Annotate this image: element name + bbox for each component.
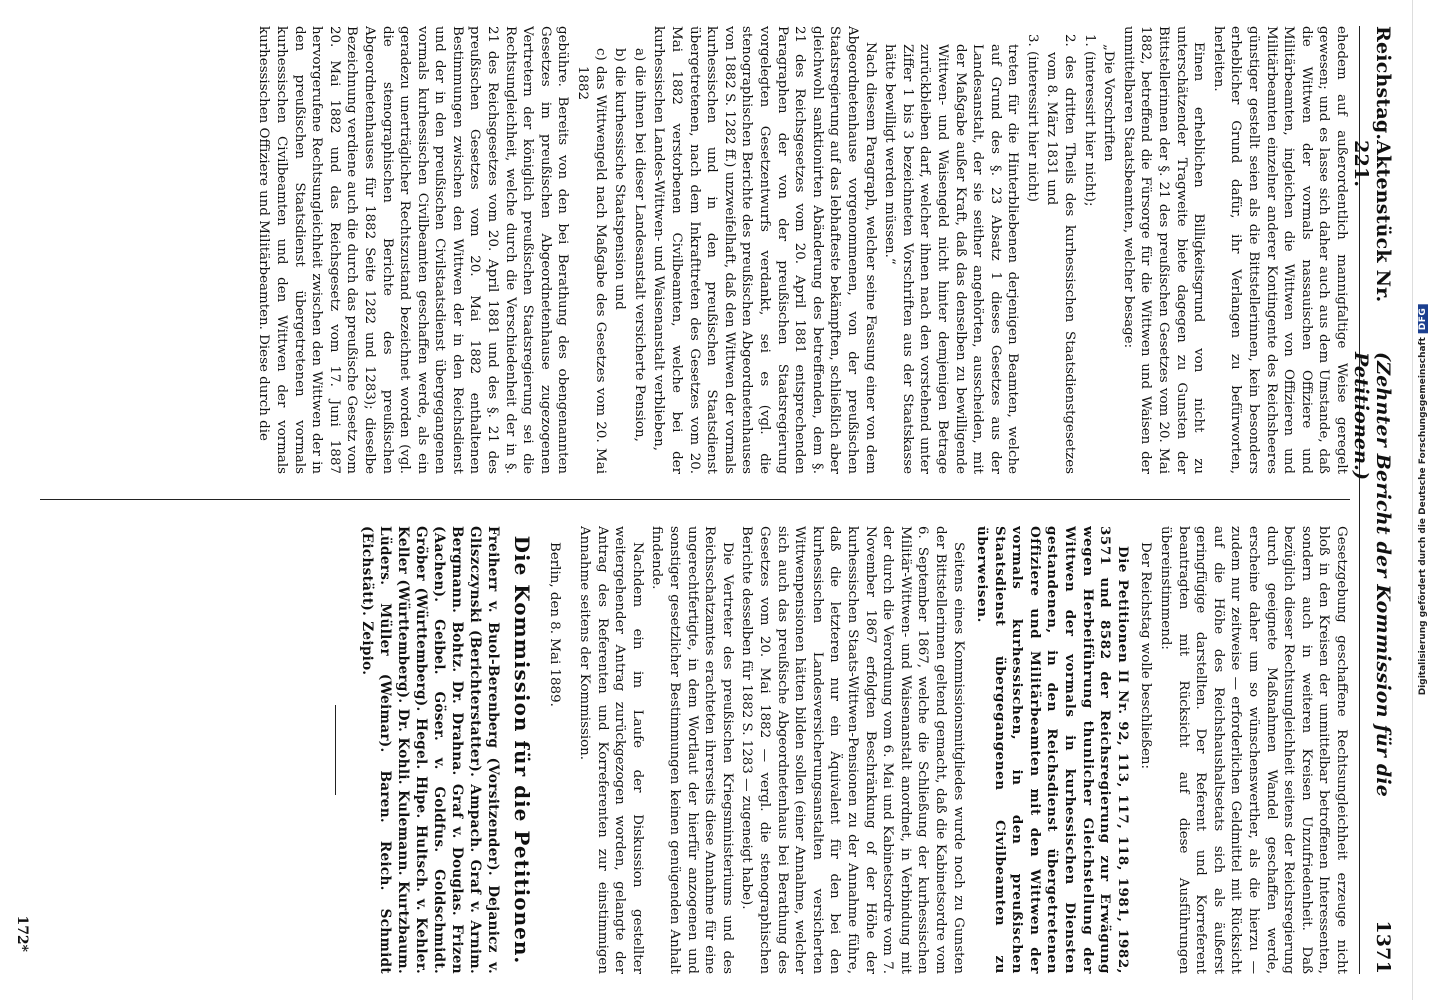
column-divider xyxy=(40,499,1350,500)
header-aktenstueck: Aktenstück Nr. 221. xyxy=(1350,140,1394,303)
sub-item-a: a) die ihnen bei dieser Landesanstalt versicherte Pension, xyxy=(631,48,647,442)
left-column xyxy=(40,26,1350,474)
header-reichstag: Reichstag. xyxy=(1372,26,1394,141)
sub-item-b: b) die kurhessische Staatspension und xyxy=(612,48,628,310)
page-number: 1371 xyxy=(1372,920,1394,974)
dfg-logo: DFG xyxy=(1418,305,1428,334)
end-rule xyxy=(335,705,336,795)
quote-intro: „Die Vorschriften xyxy=(1101,44,1117,162)
digitization-strip xyxy=(1412,0,1432,1000)
right-paragraph-1: Gesetzgebung geschaffene Rechtsungleichheit erzeuge nicht bloß in den Kreisen der unmittelbar betroffenen Interessenten, sondern auch in weiteren Kreisen Unzufriedenheit. Daß bezüglich dieser Rechtsungleichheit seitens der Reichsregierung durch geeignete Maßnahmen Wandel geschaffen werde, erscheine daher um so wünschenswerther, als die hierzu — zudem nur zeitweise — erforderlichen Geldmittel mit Rücksicht auf die Höhe des Reichshaushaltsetats sich als äußerst geringfügige darstellten. Der Referent und Korreferent beantragten mit Rücksicht auf diese Ausführungen übereinstimmend: xyxy=(1158,526,1349,974)
commission-members xyxy=(358,526,502,974)
left-paragraph-4: gebühre. Bereits von den bei Berathung des obengenannten Gesetzes im preußischen Abgeordnetenhause zugezogenen Vertretern der königlich preußischen Staatsregierung sei die Rechtsungleichheit, welche durch die Verschiedenheit der in §. 21 des Reichsgesetzes vom 20. April 1881 und des §. 21 des preußischen Gesetzes vom 20. Mai 1882 enthaltenen Bestimmungen zwischen den Wittwen der in den Reichsdienst und der in den preußischen Civilstaatsdienst übergegangenen vormals kurhessischen Civilbeamten geschaffen werde, als ein geradezu unerträglicher Rechtszustand bezeichnet worden (vgl. die stenographischen Berichte des preußischen Abgeordnetenhauses für 1882 Seite 1282 und 1283); dieselbe Bezeichnung verdiene auch die durch das preußische Gesetz vom 20. Mai 1882 und das Reichsgesetz vom 17. Juni 1887 hervorgerufene Rechtsungleichheit zwischen den Wittwen der in den preußischen Staatsdienst übergetretenen vormals kurhessischen Civilbeamten und den Wittwen der vormals kurhessischen Offiziere und Militärbeamten. Diese durch die xyxy=(256,26,571,474)
right-column xyxy=(40,526,1350,974)
left-paragraph-2: Einen erheblichen Billigkeitsgrund von nicht zu unterschätzender Tragweite biete dagegen zu Gunsten der Bittstellerinnen der §. 21 des preußischen Gesetzes vom 20. Mai 1882, betreffend die Fürsorge für die Wittwen und Waisen der unmittelbaren Staatsbeamten, welcher besage: xyxy=(1120,26,1207,474)
resolve-line: Der Reichstag wolle beschließen: xyxy=(1138,542,1154,770)
place-date: Berlin, den 8. Mai 1889. xyxy=(547,542,563,707)
quote-item-3: 3. (interessirt hier nicht) xyxy=(1024,34,1040,202)
left-paragraph-3: Nach diesem Paragraph, welcher seine Fassung einer von dem Abgeordnetenhause vorgenommenen, von der preußischen Staatsregierung auf das lebhafteste bekämpften, schließlich aber gleichwohl sanktionirten Abänderung des betreffenden, dem §. 21 des Reichsgesetzes vom 20. April 1881 entsprechenden Paragraphen der von der preußischen Staatsregierung vorgelegten Gesetzentwurfs verdankt, sei es (vgl. die stenographischen Berichte des preußischen Abgeordnetenhauses von 1882 S. 1282 ff.) unzweifelhaft, daß den Wittwen der vormals kurhessischen und in den preußischen Staatsdienst übergetretenen, nach dem Inkrafttreten des Gesetzes vom 20. Mai 1882 verstorbenen Civilbeamten, welche bei der kurhessischen Landes-Wittwen- und Waisenanstalt verblieben, xyxy=(651,26,878,474)
right-paragraph-4: Nachdem ein im Laufe der Diskussion gestellter weitergehender Antrag zurückgezogen worden, gelangte der Antrag des Referenten und Korreferenten zur einstimmigen Annahme seitens der Kommission. xyxy=(577,526,645,974)
sub-item-c: c) das Wittwengeld nach Maßgabe des Gesetzes vom 20. Mai 1882 xyxy=(575,48,608,474)
commission-heading: Die Kommission für die Petitionen. xyxy=(509,535,534,965)
quote-body: treten für die Hinterbliebenen derjenigen Beamten, welche auf Grund des §. 23 Absatz 1 dieses Gesetzes aus der Landesanstalt, der sie seither angehörten, ausscheiden, mit der Maßgabe außer Kraft, daß das denselben zu bewilligende Wittwen- und Waisengeld nicht hinter demjenigen Betrage zurückbleiben darf, welcher ihnen nach den vorstehend unter Ziffer 1 bis 3 bezeichneten Vorschriften aus der Staatskasse hätte bewilligt werden müssen.“ xyxy=(882,44,1021,474)
quote-item-1: 1. (interessirt hier nicht); xyxy=(1081,34,1097,207)
left-paragraph-1: ehedem auf außerordentlich mannigfaltige Weise geregelt gewesen; und es lasse sich daher auch aus dem Umstande, daß die Wittwen der vormals nassauischen Offiziere und Militärbeamten, ingleichen die Wittwen von Offizieren und Militärbeamten einzelner anderer Kontingente des Reichsheeres günstiger gestellt seien als die Bittstellerinnen, kein besonders erheblicher Grund dafür, ihr Verlangen zu befürworten, herleiten. xyxy=(1210,26,1349,474)
header-title: (Zehnter Bericht der Kommission für die Petitionen.) xyxy=(1350,351,1394,798)
signature-mark: 172* xyxy=(14,915,30,952)
resolution-text: Die Petitionen II Nr. 92, 113, 117, 118, 1981, 1982, 3571 und 8582 der Reichsregierung zur Erwägung wegen Herbeiführung thunlicher Gleichstellung der Wittwen der vormals in kurhessischen Diensten gestandenen, in den Reichsdienst übergetretenen Offiziere und Militärbeamten mit den Wittwen der vormals kurhessischen, in den preußischen Staatsdienst übergegangenen Civilbeamten zu überweisen. xyxy=(974,526,1131,974)
right-paragraph-2: Seitens eines Kommissionsmitgliedes wurde noch zu Gunsten der Bittstellerinnen geltend gemacht, daß die Kabinetsordre vom 6. September 1867, welche die Schließung der kurhessischen Militär-Wittwen- und Waisenanstalt anordnet, in Verbindung mit der durch die Verordnung vom 6. Mai und Kabinetsordre vom 7. November 1867 erfolgten Beschränkung of der Höhe der kurhessischen Staats-Wittwen-Pensionen zu der Annahme führe, daß die letzteren nur ein Äquivalent für den bei den kurhessischen Landesversicherungsanstalten versicherten Wittwenpensionen hätten bilden sollen (einer Annahme, welcher sich auch das preußische Abgeordnetenhaus bei Berathung des Gesetzes vom 20. Mai 1882 — vergl. die stenographischen Berichte desselben für 1882 S. 1283 — zugeneigt habe). xyxy=(739,526,966,974)
members-list: Freiherr v. Buol-Berenberg (Vorsitzender). Dejanicz v. Gliszczynski (Berichterstatter). Ampach. Graf v. Arnim. Bergmann. Bohtz. Dr. Drahna. Graf v. Douglas. Frizen (Aachen). Geibel. Göser. v. Goldfus. Goldschmidt. Gröber (Württemberg). Hegel. Hipe. Hultsch. v. Kehler. Keller (Württemberg). Dr. Kohli. Kulemann. Kurtzbaum. Lüders. Müller (Weimar). Baren. Reich. Schmidt (Eichstätt). Zeipio. xyxy=(359,526,502,974)
digitization-text: Digitalisierung gefördert durch die Deutsche Forschungsgemeinschaft xyxy=(1418,337,1428,696)
right-paragraph-3: Die Vertreter des preußischen Kriegsministeriums und des Reichsschatzamtes erachteten ihrerseits diese Annahme für eine ungerechtfertigte, in dem Wortlaut der hierfür anzogenen und sonstiger gesetzlicher Bestimmungen keinen genügenden Anhalt findende. xyxy=(649,526,735,974)
page-header xyxy=(1350,26,1394,974)
digitization-credit xyxy=(1418,305,1428,696)
quote-item-2: 2. des dritten Theils des kurhessischen Staatsdienstgesetzes vom 8. März 1831 und xyxy=(1044,34,1078,474)
